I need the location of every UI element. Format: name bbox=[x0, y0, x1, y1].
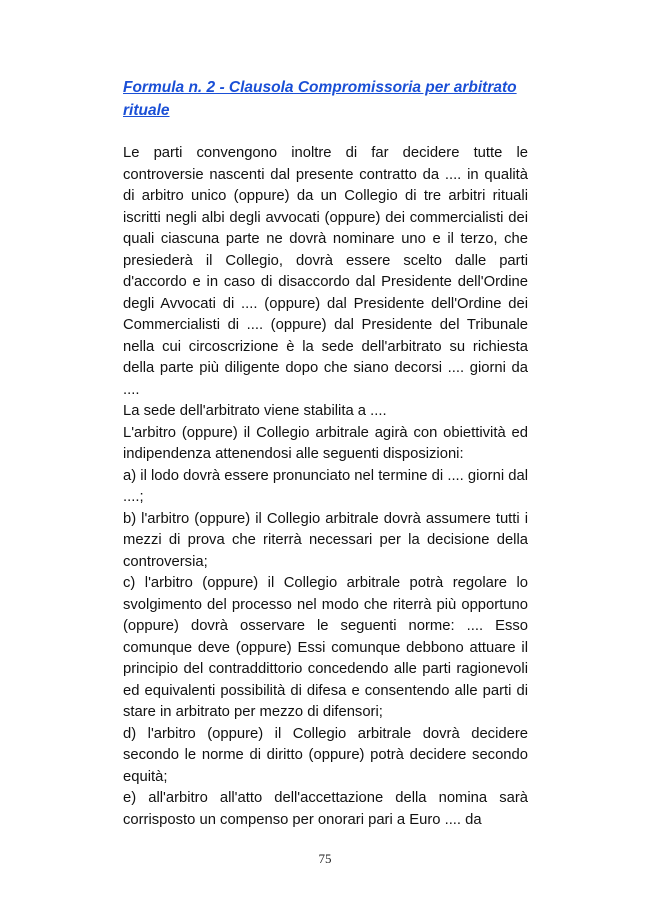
list-item-e: e) all'arbitro all'atto dell'accettazione della nomina sarà corrisposto un compenso per onorari pari a Euro .... da bbox=[123, 790, 528, 828]
list-item-c: c) l'arbitro (oppure) il Collegio arbitrale potrà regolare lo svolgimento del processo nel modo che riterrà più opportuno (oppure) dovrà osservare le seguenti norme: .... Esso comunque deve (oppure) Essi comunque debbono attuare il principio del contraddittorio concedendo alle parti ragionevoli ed equivalenti possibilità di difesa e consentendo alle parti di stare in arbitrato per mezzo di difensori; bbox=[123, 575, 528, 720]
section-heading: Formula n. 2 - Clausola Compromissoria per arbitrato rituale bbox=[123, 79, 517, 119]
list-item-b: b) l'arbitro (oppure) il Collegio arbitrale dovrà assumere tutti i mezzi di prova che riterrà necessari per la decisione della controversia; bbox=[123, 510, 528, 570]
page-number: 75 bbox=[318, 851, 332, 866]
paragraph-arbitrators: Le parti convengono inoltre di far decidere tutte le controversie nascenti dal presente contratto da .... in qualità di arbitro unico (oppure) da un Collegio di tre arbitri rituali iscritti negli albi degli avvocati (oppure) dei commercialisti dei quali ciascuna parte ne dovrà nominare uno e il terzo, che presiederà il Collegio, dovrà essere scelto dalle parti d'accordo e in caso di disaccordo dal Presidente dell'Ordine degli Avvocati di .... (oppure) dal Presidente dell'Ordine dei Commercialisti di .... (oppure) dal Presidente del Tribunale nella cui circoscrizione è la sede dell'arbitrato su richiesta della parte più diligente dopo che siano decorsi .... giorni da .... bbox=[123, 145, 528, 398]
paragraph-conduct: L'arbitro (oppure) il Collegio arbitrale agirà con obiettività ed indipendenza attenendosi alle seguenti disposizioni: bbox=[123, 424, 528, 462]
list-item-a: a) il lodo dovrà essere pronunciato nel termine di .... giorni dal ....; bbox=[123, 467, 528, 505]
clause-body bbox=[123, 143, 528, 831]
paragraph-seat: La sede dell'arbitrato viene stabilita a .... bbox=[123, 403, 387, 419]
list-item-d: d) l'arbitro (oppure) il Collegio arbitrale dovrà decidere secondo le norme di diritto (oppure) potrà decidere secondo equità; bbox=[123, 725, 528, 785]
